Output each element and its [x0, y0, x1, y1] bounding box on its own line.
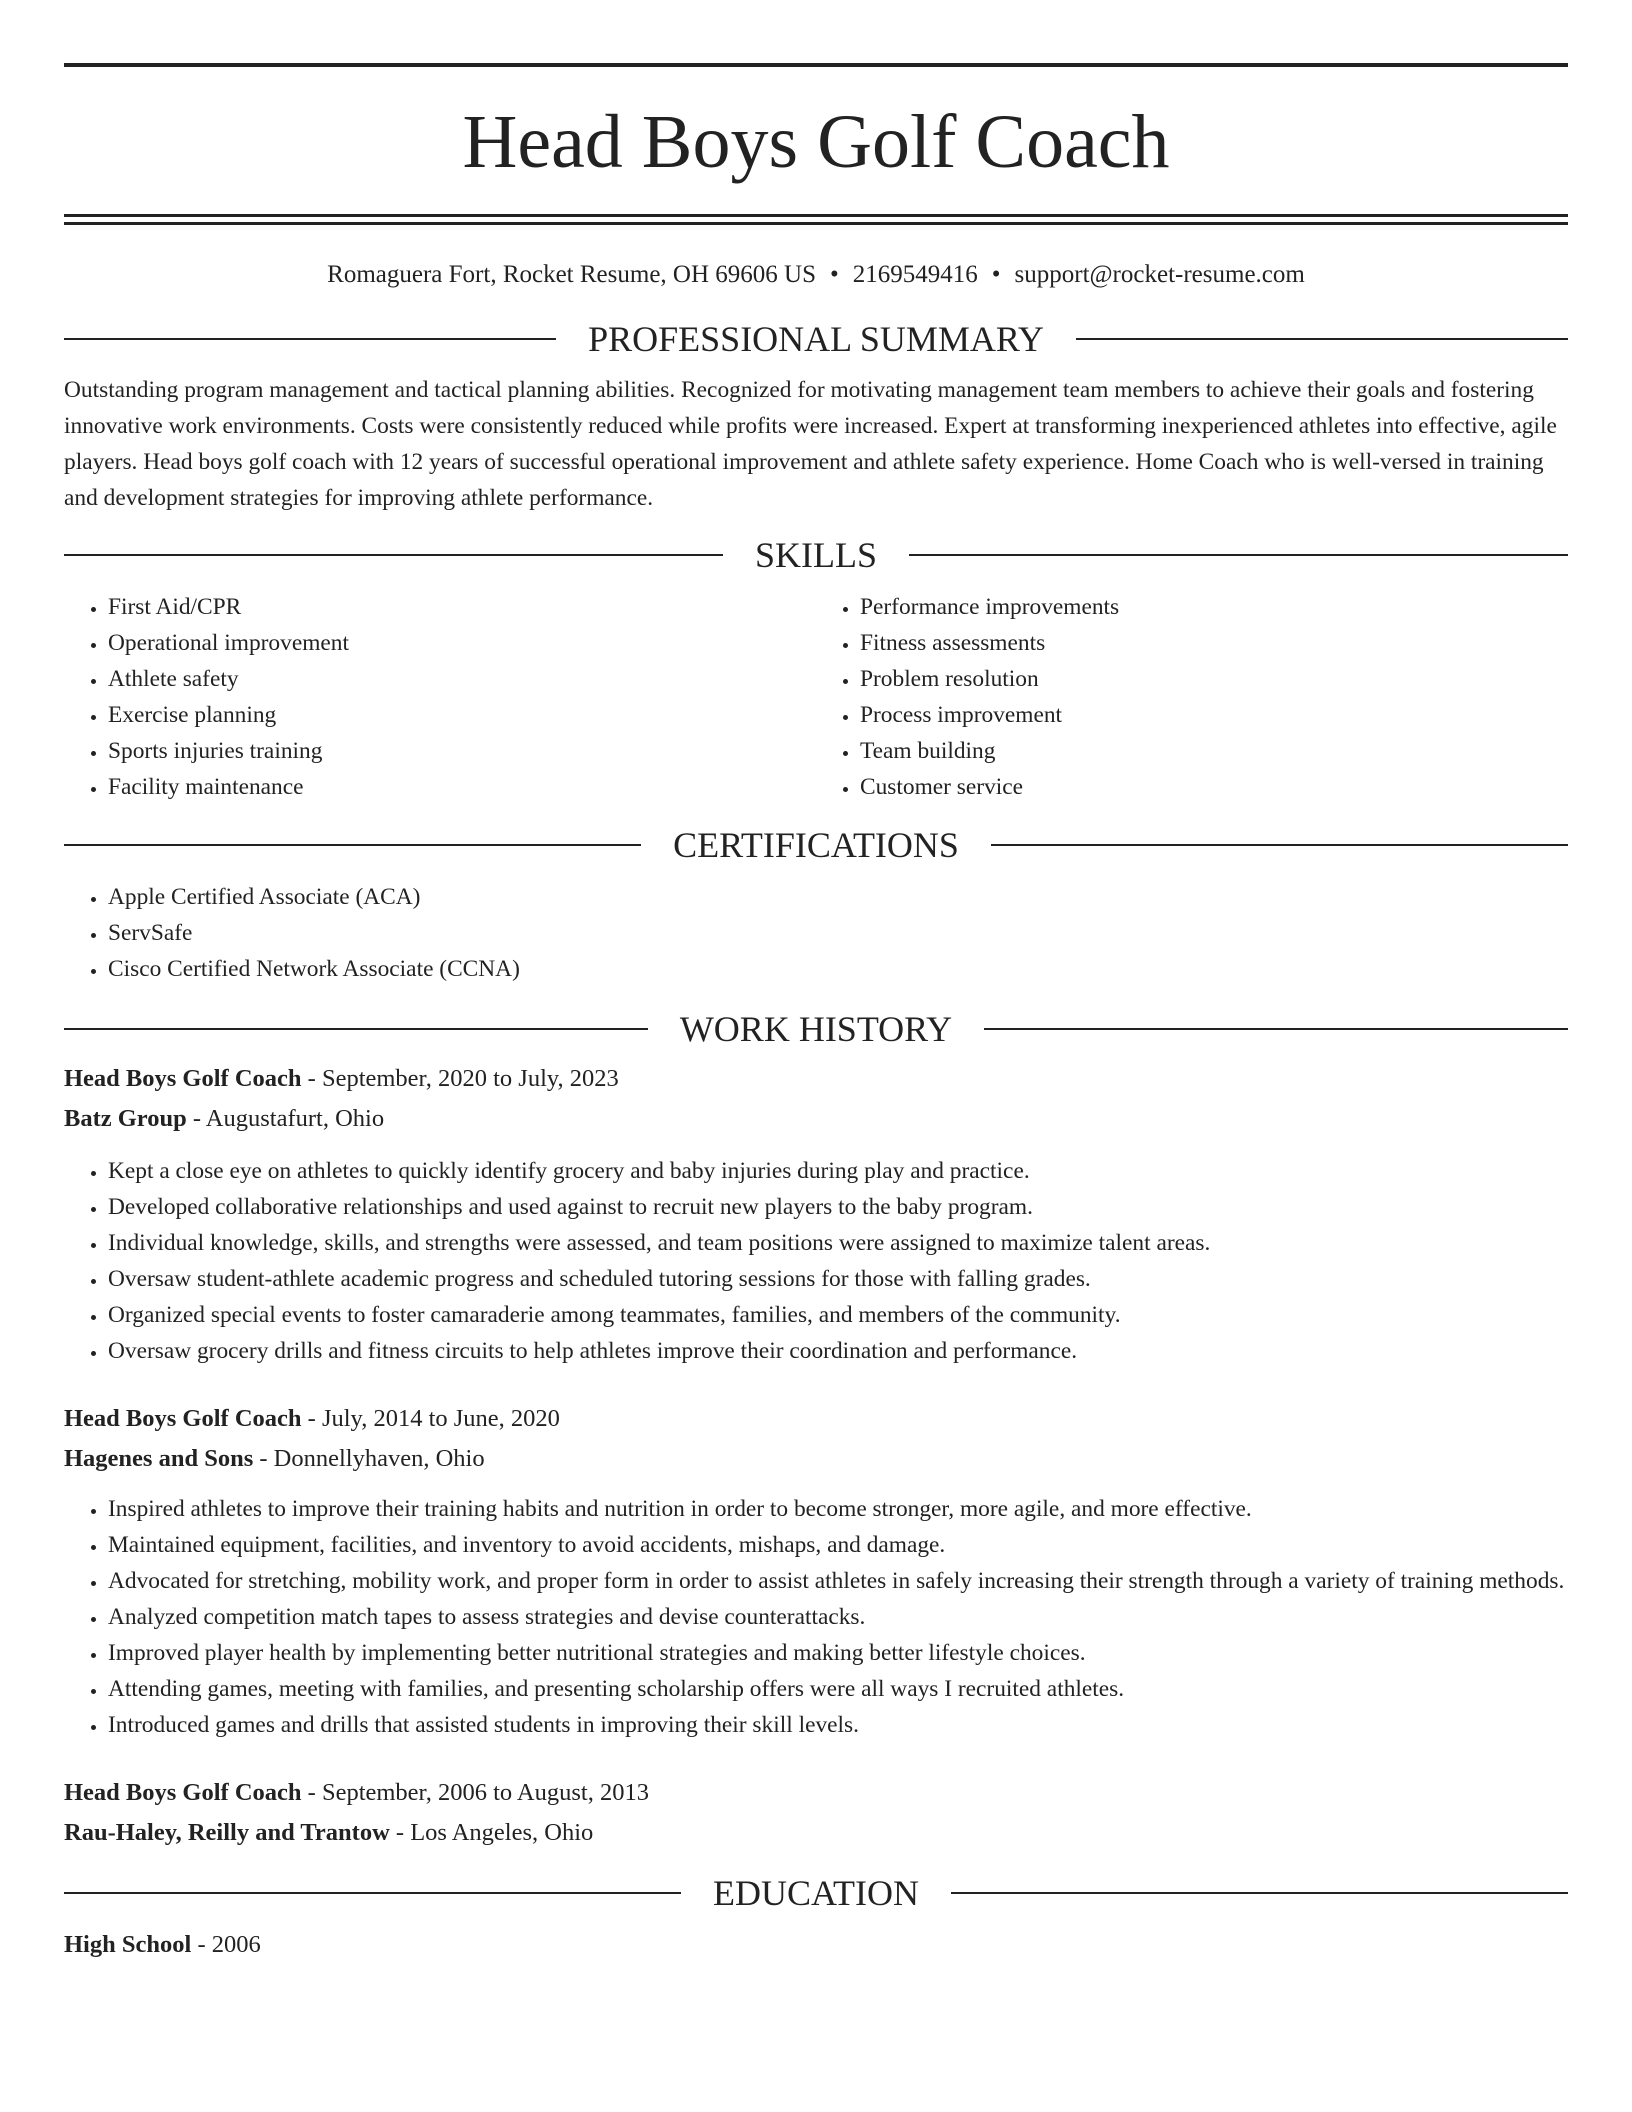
separator: • — [991, 261, 1001, 288]
job-bullets — [64, 1153, 1568, 1369]
company-location: - Augustafurt, Ohio — [186, 1105, 385, 1132]
job-title: Head Boys Golf Coach — [64, 1779, 302, 1806]
job-title-line — [64, 1773, 1568, 1813]
job-company-line — [64, 1813, 1568, 1853]
skill-item: • Problem resolution — [860, 661, 1568, 697]
section-title-education: EDUCATION — [64, 1875, 1568, 1911]
email: support@rocket-resume.com — [1014, 261, 1305, 288]
double-rule — [64, 214, 1568, 225]
skills-column-right — [816, 589, 1568, 805]
school-name: High School — [64, 1931, 192, 1958]
job-bullet: • Organized special events to foster camaraderie among teammates, families, and members of the community. — [108, 1297, 1568, 1333]
job-entry — [64, 1399, 1568, 1743]
section-title-certifications: CERTIFICATIONS — [64, 827, 1568, 863]
section-title-skills: SKILLS — [64, 537, 1568, 573]
company-name: Batz Group — [64, 1105, 187, 1132]
skill-item: • Performance improvements — [860, 589, 1568, 625]
job-title-line — [64, 1059, 1568, 1099]
job-dates: - September, 2020 to July, 2023 — [301, 1065, 619, 1092]
job-company-line — [64, 1099, 1568, 1139]
company-location: - Donnellyhaven, Ohio — [253, 1445, 485, 1472]
candidate-name: Head Boys Golf Coach — [462, 100, 1170, 184]
job-bullet: • Kept a close eye on athletes to quickly identify grocery and baby injuries during play and practice. — [108, 1153, 1568, 1189]
top-rule — [64, 63, 1568, 67]
skill-item: • Fitness assessments — [860, 625, 1568, 661]
company-location: - Los Angeles, Ohio — [389, 1819, 594, 1846]
job-bullet: • Analyzed competition match tapes to assess strategies and devise counterattacks. — [108, 1599, 1568, 1635]
job-bullet: • Attending games, meeting with families, and presenting scholarship offers were all ways I recruited athletes. — [108, 1671, 1568, 1707]
job-bullet: • Oversaw student-athlete academic progress and scheduled tutoring sessions for those with falling grades. — [108, 1261, 1568, 1297]
job-bullet: • Introduced games and drills that assisted students in improving their skill levels. — [108, 1707, 1568, 1743]
phone: 2169549416 — [852, 261, 978, 288]
address: Romaguera Fort, Rocket Resume, OH 69606 US — [327, 261, 816, 288]
job-dates: - July, 2014 to June, 2020 — [301, 1405, 560, 1432]
education-year: - 2006 — [191, 1931, 261, 1958]
skill-item: • Exercise planning — [108, 697, 816, 733]
certifications-list — [64, 879, 1568, 987]
job-bullet: • Improved player health by implementing better nutritional strategies and making better lifestyle choices. — [108, 1635, 1568, 1671]
job-bullet: • Oversaw grocery drills and fitness circuits to help athletes improve their coordination and performance. — [108, 1333, 1568, 1369]
job-dates: - September, 2006 to August, 2013 — [301, 1779, 649, 1806]
skill-item: • Athlete safety — [108, 661, 816, 697]
section-title-work-history: WORK HISTORY — [64, 1011, 1568, 1047]
skill-item: • Facility maintenance — [108, 769, 816, 805]
separator: • — [830, 261, 839, 288]
contact-line — [64, 262, 1568, 287]
job-entry — [64, 1059, 1568, 1369]
job-bullet: • Developed collaborative relationships and used against to recruit new players to the baby program. — [108, 1189, 1568, 1225]
skill-item: • Customer service — [860, 769, 1568, 805]
section-title-summary: PROFESSIONAL SUMMARY — [64, 321, 1568, 357]
skill-item: • Process improvement — [860, 697, 1568, 733]
job-bullet: • Maintained equipment, facilities, and inventory to avoid accidents, mishaps, and damage. — [108, 1527, 1568, 1563]
education-entry — [64, 1925, 1568, 1965]
job-bullets — [64, 1491, 1568, 1743]
job-company-line — [64, 1439, 1568, 1479]
skill-item: • First Aid/CPR — [108, 589, 816, 625]
job-title: Head Boys Golf Coach — [64, 1065, 302, 1092]
job-bullet: • Inspired athletes to improve their training habits and nutrition in order to become stronger, more agile, and more effective. — [108, 1491, 1568, 1527]
job-title: Head Boys Golf Coach — [64, 1405, 302, 1432]
company-name: Hagenes and Sons — [64, 1445, 254, 1472]
skills-list — [64, 589, 1568, 805]
job-title-line — [64, 1399, 1568, 1439]
skill-item: • Sports injuries training — [108, 733, 816, 769]
skill-item: • Team building — [860, 733, 1568, 769]
summary-text: Outstanding program management and tactical planning abilities. Recognized for motivating management team members to achieve their goals and fostering innovative work environments. Costs were consistently reduced while profits were increased. Expert at transforming inexperienced athletes into effective, agile players. Head boys golf coach with 12 years of successful operational improvement and athlete safety experience. Home Coach who is well-versed in training and development strategies for improving athlete performance. — [64, 377, 1557, 511]
certification-item: • Cisco Certified Network Associate (CCNA) — [108, 951, 1568, 987]
job-bullet: • Individual knowledge, skills, and strengths were assessed, and team positions were assigned to maximize talent areas. — [108, 1225, 1568, 1261]
job-entry — [64, 1773, 1568, 1853]
company-name: Rau-Haley, Reilly and Trantow — [64, 1819, 390, 1846]
skill-item: • Operational improvement — [108, 625, 816, 661]
job-bullet: • Advocated for stretching, mobility work, and proper form in order to assist athletes in safely increasing their strength through a variety of training methods. — [108, 1563, 1568, 1599]
certification-item: • Apple Certified Associate (ACA) — [108, 879, 1568, 915]
skills-column-left — [64, 589, 816, 805]
resume-page — [64, 0, 1568, 1965]
certification-item: • ServSafe — [108, 915, 1568, 951]
